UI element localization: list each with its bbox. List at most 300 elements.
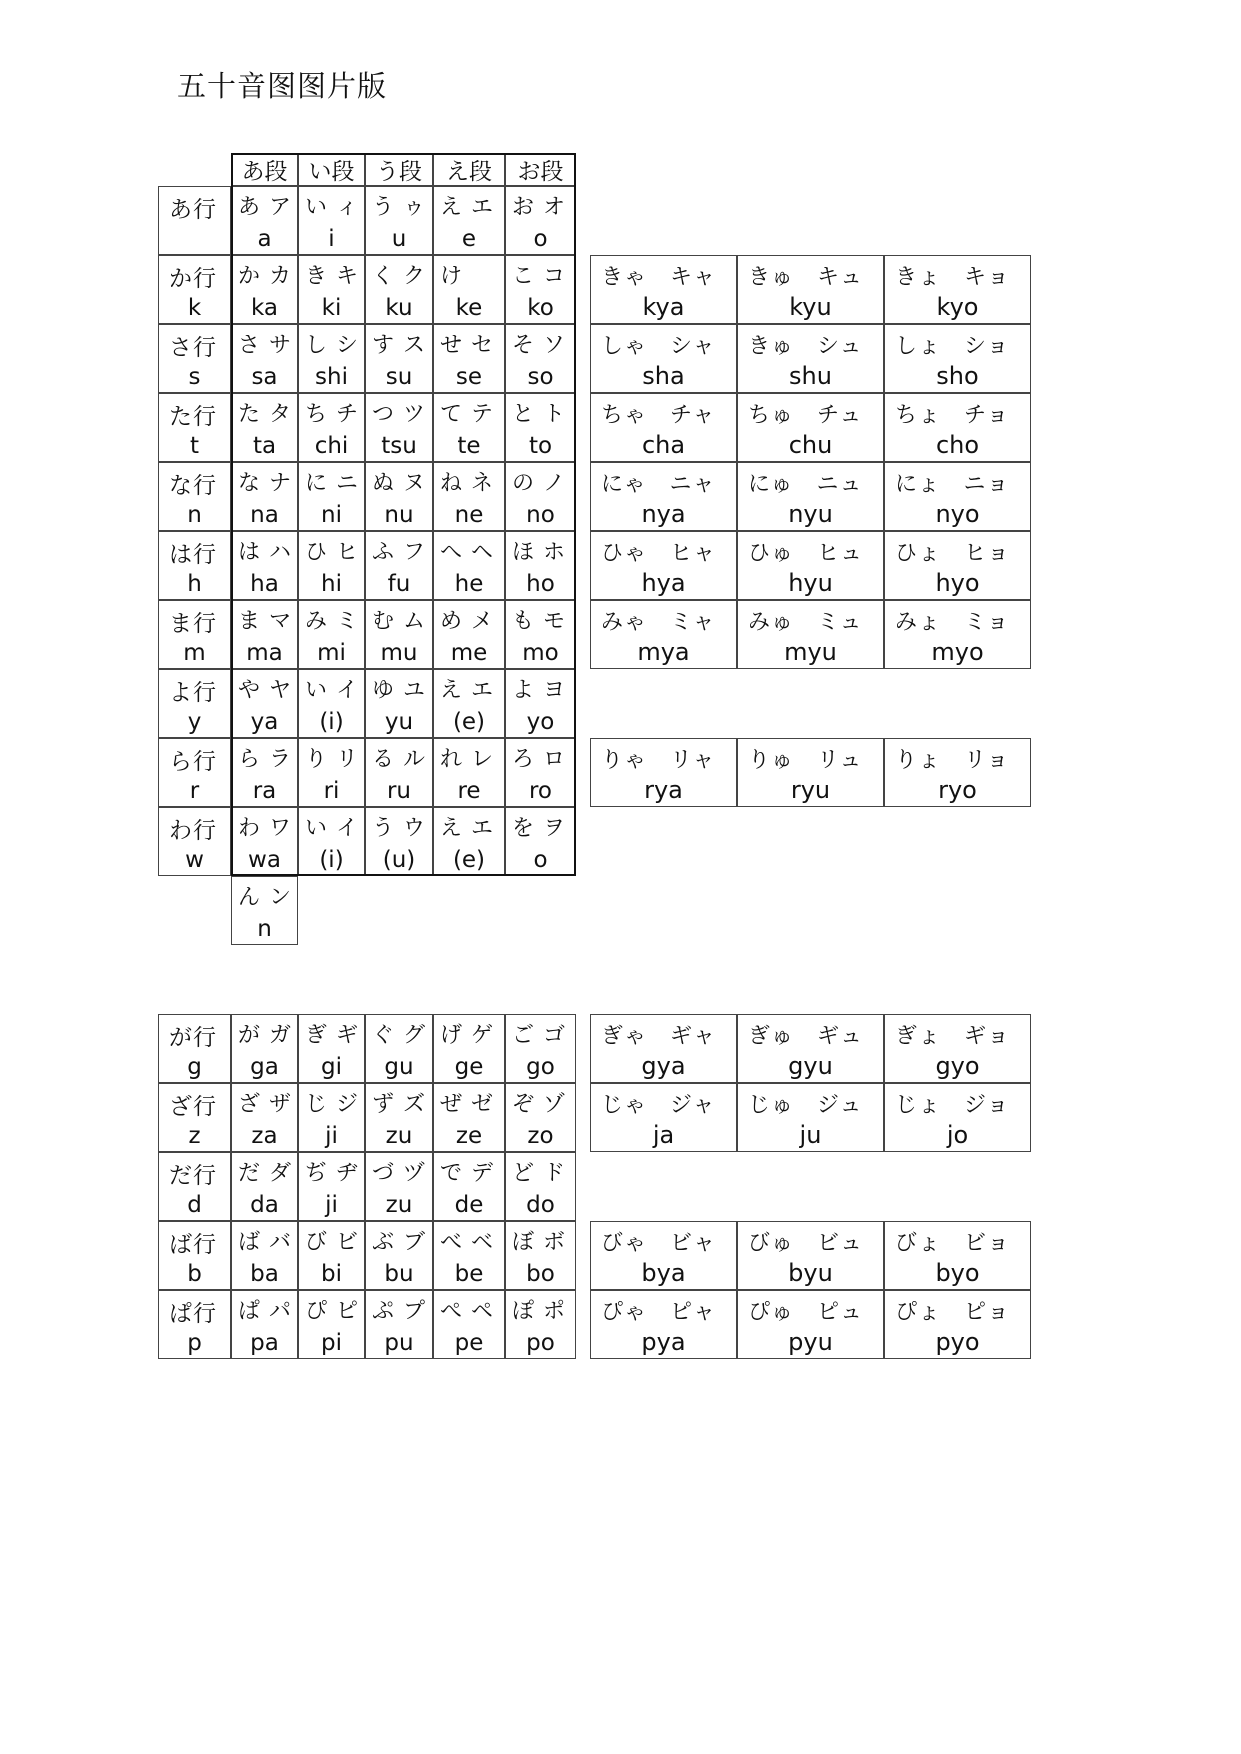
romaji-text: kyu (789, 293, 832, 321)
romaji-text: da (250, 1192, 279, 1218)
kana-cell (505, 1290, 576, 1359)
row-label (158, 1083, 231, 1152)
romaji-text: gyo (935, 1052, 980, 1080)
yoon-cell (590, 393, 737, 462)
romaji-text: bya (641, 1259, 686, 1287)
kana-text: びゅ ビュ (748, 1231, 864, 1256)
romaji-text: byu (788, 1259, 833, 1287)
yoon-cell (590, 531, 737, 600)
romaji-text: (i) (319, 709, 344, 735)
kana-text: な行 (169, 473, 217, 499)
kana-cell (505, 324, 576, 393)
yoon-cell (884, 738, 1031, 807)
kana-text: を ヲ (512, 816, 566, 841)
romaji-text: ri (323, 778, 340, 804)
kana-text: びょ ビョ (895, 1231, 1011, 1256)
kana-cell (365, 807, 433, 876)
kana-text: ぺ ペ (440, 1299, 494, 1324)
romaji-text: po (526, 1330, 555, 1356)
kana-cell (505, 600, 576, 669)
kana-cell (365, 669, 433, 738)
kana-text: ら ラ (238, 747, 292, 772)
kana-cell (231, 255, 298, 324)
kana-text: え エ (440, 678, 494, 703)
kana-cell (365, 738, 433, 807)
romaji-text: yu (384, 709, 414, 735)
kana-cell (505, 738, 576, 807)
yoon-cell (737, 1014, 884, 1083)
kana-text: ふ フ (372, 540, 426, 565)
romaji-text: g (187, 1054, 202, 1080)
kana-text: も モ (512, 609, 566, 634)
kana-cell (365, 1221, 433, 1290)
kana-text: ぢ ヂ (305, 1161, 359, 1186)
row-label (158, 1290, 231, 1359)
kana-cell (298, 738, 365, 807)
kana-text: う ゥ (372, 195, 426, 220)
kana-text: みゃ ミャ (601, 610, 716, 635)
kana-text: じょ ジョ (895, 1093, 1010, 1118)
kana-cell (505, 1152, 576, 1221)
kana-text: な ナ (238, 471, 292, 496)
romaji-text: r (189, 778, 200, 804)
kana-cell (505, 669, 576, 738)
romaji-text: bo (526, 1261, 555, 1287)
kana-cell (433, 1083, 505, 1152)
kana-cell (505, 1221, 576, 1290)
romaji-text: nyo (935, 500, 980, 528)
yoon-cell (590, 1221, 737, 1290)
kana-cell (365, 462, 433, 531)
romaji-text: ke (455, 295, 483, 321)
dan-header: い段 (298, 153, 365, 186)
kana-text: ぜ ゼ (440, 1092, 494, 1117)
kana-text: ぎょ ギョ (895, 1024, 1011, 1049)
romaji-text: ko (527, 295, 554, 321)
kana-text: つ ツ (372, 402, 426, 427)
kana-text: びゃ ビャ (601, 1231, 717, 1256)
kana-text: そ ソ (512, 333, 566, 358)
romaji-text: mi (317, 640, 346, 666)
romaji-text: nyu (788, 500, 833, 528)
dan-header: あ段 (231, 153, 298, 186)
kana-text: か カ (238, 264, 292, 289)
yoon-cell (884, 600, 1031, 669)
romaji-text: m (183, 640, 206, 666)
row-label (158, 1014, 231, 1083)
row-label (158, 1221, 231, 1290)
romaji-text: ze (455, 1123, 483, 1149)
kana-cell (505, 462, 576, 531)
romaji-text: s (188, 364, 201, 390)
romaji-text: o (533, 226, 548, 252)
kana-text: は行 (169, 542, 217, 568)
yoon-cell (884, 1221, 1031, 1290)
romaji-text: gya (641, 1052, 686, 1080)
row-label (158, 462, 231, 531)
kana-text: お オ (512, 195, 566, 220)
kana-text: あ ア (238, 195, 292, 220)
yoon-cell (737, 738, 884, 807)
romaji-text: ji (325, 1123, 338, 1149)
row-label (158, 1152, 231, 1221)
kana-cell (231, 1014, 298, 1083)
kana-text: ど ド (512, 1161, 566, 1186)
romaji-text: cha (641, 431, 686, 459)
kana-cell (298, 669, 365, 738)
romaji-text: (u) (382, 847, 416, 873)
kana-text: ぎゃ ギャ (601, 1024, 717, 1049)
romaji-text: pyo (935, 1328, 980, 1356)
romaji-text: ha (250, 571, 279, 597)
romaji-text: zu (385, 1192, 413, 1218)
kana-cell (433, 807, 505, 876)
kana-cell (365, 255, 433, 324)
romaji-text: chi (314, 433, 349, 459)
kana-text: りゃ リャ (601, 748, 716, 773)
yoon-cell (737, 324, 884, 393)
romaji-text: gyu (788, 1052, 833, 1080)
kana-text: ち チ (305, 402, 359, 427)
kana-cell (298, 1221, 365, 1290)
romaji-text: ja (652, 1121, 675, 1149)
yoon-cell (737, 393, 884, 462)
kana-text: ぱ パ (238, 1299, 292, 1324)
kana-text: ま マ (238, 609, 292, 634)
kana-text: づ ヅ (372, 1161, 426, 1186)
kana-cell (505, 1014, 576, 1083)
kana-cell (433, 1152, 505, 1221)
yoon-cell (590, 1014, 737, 1083)
kana-text: ら行 (169, 749, 217, 775)
kana-text: ひょ ヒョ (895, 541, 1011, 566)
romaji-text: no (526, 502, 555, 528)
kana-text: で デ (440, 1161, 494, 1186)
romaji-text: n (257, 916, 272, 942)
kana-text: じゃ ジャ (601, 1093, 716, 1118)
kana-text: にゅ ニュ (748, 472, 863, 497)
romaji-text: sho (936, 362, 979, 390)
kana-text: ざ ザ (238, 1092, 292, 1117)
romaji-text: kyo (936, 293, 979, 321)
romaji-text: gi (321, 1054, 342, 1080)
kana-cell (365, 393, 433, 462)
row-label (158, 393, 231, 462)
dan-header: お段 (505, 153, 576, 186)
romaji-text: ro (528, 778, 553, 804)
kana-text: きょ キョ (895, 265, 1011, 290)
kana-text: ね ネ (440, 471, 494, 496)
kana-text: ゆ ユ (372, 678, 426, 703)
romaji-text: sa (251, 364, 278, 390)
kana-text: よ行 (169, 680, 217, 706)
romaji-text: za (251, 1123, 278, 1149)
kana-text: や ヤ (238, 678, 292, 703)
romaji-text: (e) (452, 709, 486, 735)
kana-cell (298, 393, 365, 462)
kana-text: た タ (238, 402, 292, 427)
kana-text: ぬ ヌ (372, 471, 426, 496)
kana-text: ぴょ ピョ (895, 1300, 1011, 1325)
kana-text: ひゅ ヒュ (748, 541, 864, 566)
kana-text: ぼ ボ (512, 1230, 566, 1255)
romaji-text: kya (642, 293, 685, 321)
yoon-cell (884, 1014, 1031, 1083)
romaji-text: sha (642, 362, 685, 390)
kana-cell (365, 600, 433, 669)
kana-text: え エ (440, 816, 494, 841)
dan-header: え段 (433, 153, 505, 186)
kana-text: ちゅ チュ (748, 403, 863, 428)
kana-text: ば行 (169, 1232, 217, 1258)
kana-text: ぶ ブ (372, 1230, 426, 1255)
romaji-text: ga (250, 1054, 279, 1080)
row-label (158, 255, 231, 324)
kana-text: ひ ヒ (305, 540, 359, 565)
kana-cell (433, 600, 505, 669)
romaji-text: do (526, 1192, 555, 1218)
kana-text: りょ リョ (895, 748, 1010, 773)
row-label (158, 669, 231, 738)
yoon-cell (884, 1290, 1031, 1359)
romaji-text: myu (784, 638, 837, 666)
romaji-text: byo (935, 1259, 980, 1287)
kana-text: う ウ (372, 816, 426, 841)
kana-cell (433, 1221, 505, 1290)
kana-cell (298, 531, 365, 600)
kana-text: え エ (440, 195, 494, 220)
romaji-text: ho (526, 571, 555, 597)
kana-cell (505, 1083, 576, 1152)
kana-cell (231, 1083, 298, 1152)
kana-text: だ ダ (238, 1161, 292, 1186)
kana-text: が行 (169, 1025, 217, 1051)
romaji-text: re (457, 778, 481, 804)
kana-text: ほ ホ (512, 540, 566, 565)
yoon-cell (590, 1290, 737, 1359)
romaji-text: cho (935, 431, 980, 459)
romaji-text: hyu (788, 569, 833, 597)
kana-cell (231, 1152, 298, 1221)
kana-text: ぷ プ (372, 1299, 426, 1324)
kana-cell (298, 462, 365, 531)
romaji-text: myo (931, 638, 984, 666)
romaji-text: bi (321, 1261, 342, 1287)
yoon-cell (737, 1290, 884, 1359)
kana-text: あ行 (169, 197, 217, 223)
yoon-cell (590, 738, 737, 807)
kana-cell (433, 186, 505, 255)
kana-text: ぽ ポ (512, 1299, 566, 1324)
romaji-text: gu (384, 1054, 414, 1080)
kana-cell (231, 669, 298, 738)
kana-text: ま行 (169, 611, 217, 637)
kana-cell (365, 186, 433, 255)
yoon-cell (884, 462, 1031, 531)
romaji-text: mya (637, 638, 690, 666)
kana-text: い イ (305, 678, 359, 703)
romaji-text: shu (789, 362, 832, 390)
yoon-cell (737, 1083, 884, 1152)
romaji-text: zu (385, 1123, 413, 1149)
kana-text: きゃ キャ (601, 265, 717, 290)
row-label (158, 807, 231, 876)
kana-text: ご ゴ (512, 1023, 566, 1048)
kana-text: の ノ (512, 471, 566, 496)
kana-cell-n (231, 876, 298, 945)
romaji-text: fu (387, 571, 411, 597)
kana-text: く ク (372, 264, 426, 289)
kana-cell (298, 255, 365, 324)
romaji-text: de (454, 1192, 484, 1218)
kana-cell (231, 1290, 298, 1359)
kana-cell (365, 1290, 433, 1359)
romaji-text: hyo (935, 569, 980, 597)
kana-text: ざ行 (169, 1094, 217, 1120)
romaji-text: ji (325, 1192, 338, 1218)
kana-text: ぴゅ ピュ (748, 1300, 864, 1325)
kana-text: か行 (169, 266, 217, 292)
kana-cell (433, 1290, 505, 1359)
romaji-text: o (533, 847, 548, 873)
kana-text: きゅ シュ (748, 334, 863, 359)
romaji-text: pa (250, 1330, 279, 1356)
kana-text: にょ ニョ (895, 472, 1010, 497)
kana-cell (298, 186, 365, 255)
kana-text: わ ワ (238, 816, 292, 841)
kana-text: べ ベ (440, 1230, 494, 1255)
yoon-cell (884, 255, 1031, 324)
romaji-text: d (187, 1192, 202, 1218)
kana-cell (433, 531, 505, 600)
kana-text: せ セ (440, 333, 494, 358)
kana-cell (433, 255, 505, 324)
romaji-text: ne (454, 502, 484, 528)
kana-text: よ ヨ (512, 678, 566, 703)
row-label (158, 324, 231, 393)
kana-text: ぞ ゾ (512, 1092, 566, 1117)
romaji-text: ryo (938, 776, 977, 804)
romaji-text: go (526, 1054, 555, 1080)
kana-text: ぴ ピ (305, 1299, 359, 1324)
kana-text: は ハ (238, 540, 292, 565)
kana-cell (433, 462, 505, 531)
kana-text: にゃ ニャ (601, 472, 716, 497)
romaji-text: (e) (452, 847, 486, 873)
romaji-text: ka (250, 295, 278, 321)
romaji-text: ni (321, 502, 342, 528)
romaji-text: bu (384, 1261, 414, 1287)
row-label (158, 531, 231, 600)
kana-text: さ行 (169, 335, 217, 361)
yoon-cell (884, 1083, 1031, 1152)
kana-cell (231, 531, 298, 600)
kana-text: い ィ (305, 195, 359, 220)
kana-cell (365, 1014, 433, 1083)
romaji-text: y (187, 709, 202, 735)
kana-cell (433, 1014, 505, 1083)
kana-text: き キ (305, 264, 359, 289)
romaji-text: so (527, 364, 554, 390)
kana-text: が ガ (238, 1023, 292, 1048)
yoon-cell (590, 600, 737, 669)
kana-text: い イ (305, 816, 359, 841)
kana-cell (231, 393, 298, 462)
kana-text: し シ (305, 333, 359, 358)
romaji-text: ma (246, 640, 283, 666)
kana-text: め メ (440, 609, 494, 634)
kana-cell (231, 324, 298, 393)
kana-text: み ミ (305, 609, 359, 634)
romaji-text: b (187, 1261, 202, 1287)
kana-cell (433, 324, 505, 393)
romaji-text: k (187, 295, 202, 321)
kana-text: ぱ行 (169, 1301, 217, 1327)
kana-text: ん ン (238, 885, 292, 910)
kana-cell (433, 393, 505, 462)
row-label (158, 738, 231, 807)
kana-text: ちゃ チャ (601, 403, 716, 428)
yoon-cell (884, 393, 1031, 462)
romaji-text: h (187, 571, 202, 597)
kana-text: ず ズ (372, 1092, 426, 1117)
romaji-text: t (189, 433, 200, 459)
kana-cell (298, 324, 365, 393)
kana-text: た行 (169, 404, 217, 430)
kana-text: げ ゲ (440, 1023, 494, 1048)
kana-text: みょ ミョ (895, 610, 1010, 635)
romaji-text: e (461, 226, 477, 252)
kana-text: む ム (372, 609, 426, 634)
romaji-text: (i) (319, 847, 344, 873)
romaji-text: yo (526, 709, 555, 735)
kana-text: ぐ グ (372, 1023, 426, 1048)
romaji-text: nya (641, 500, 686, 528)
kana-text: り リ (305, 747, 359, 772)
kana-text: ろ ロ (512, 747, 566, 772)
yoon-cell (590, 462, 737, 531)
kana-cell (231, 807, 298, 876)
romaji-text: ra (252, 778, 277, 804)
kana-cell (298, 1290, 365, 1359)
kana-text: ぴゃ ピャ (601, 1300, 717, 1325)
page-title: 五十音图图片版 (177, 69, 388, 103)
kana-cell (298, 1152, 365, 1221)
kana-text: りゅ リュ (748, 748, 863, 773)
kana-cell (231, 1221, 298, 1290)
kana-text: と ト (512, 402, 566, 427)
kana-cell (505, 531, 576, 600)
romaji-text: se (455, 364, 483, 390)
romaji-text: be (454, 1261, 484, 1287)
kana-text: び ビ (305, 1230, 359, 1255)
kana-text: さ サ (238, 333, 292, 358)
romaji-text: a (257, 226, 272, 252)
yoon-cell (737, 462, 884, 531)
yoon-cell (884, 324, 1031, 393)
kana-text: しょ ショ (895, 334, 1010, 359)
romaji-text: he (454, 571, 484, 597)
romaji-text: su (385, 364, 413, 390)
romaji-text: na (250, 502, 279, 528)
kana-cell (433, 738, 505, 807)
romaji-text: i (328, 226, 335, 252)
row-label (158, 600, 231, 669)
romaji-text: pe (454, 1330, 484, 1356)
kana-cell (298, 1014, 365, 1083)
kana-text: ぎゅ ギュ (748, 1024, 864, 1049)
kana-cell (505, 255, 576, 324)
